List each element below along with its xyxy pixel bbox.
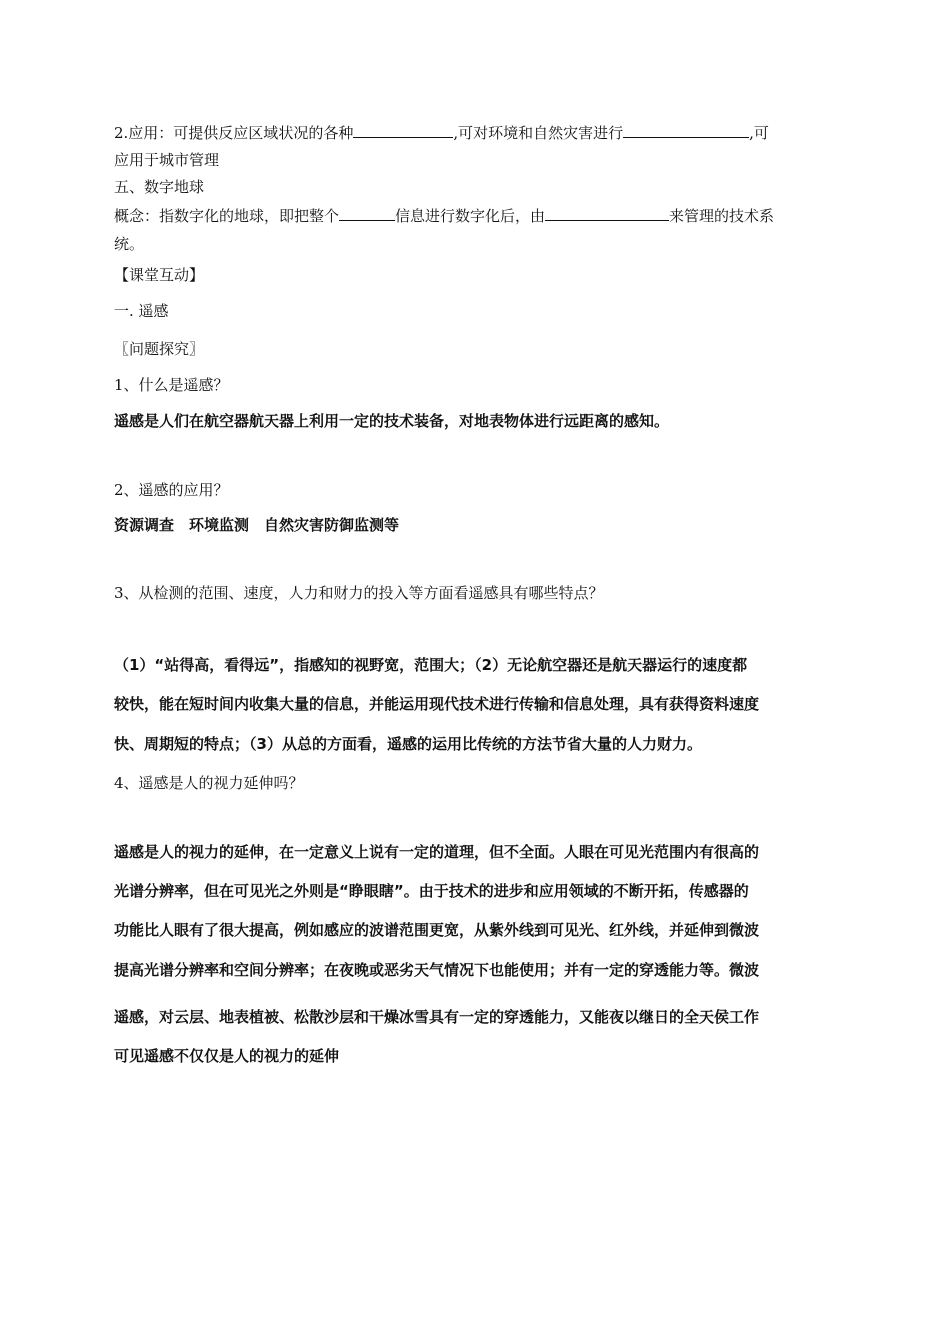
question-3: 3、从检测的范围、速度，人力和财力的投入等方面看遥感具有哪些特点？ (114, 584, 604, 602)
answer-1-line-1: 遥感是人们在航空器航天器上利用一定的技术装备，对地表物体进行远距离的感知。 (114, 412, 670, 430)
application-line (114, 123, 769, 143)
answer-3-line-1: （1）“站得高，看得远”，指感知的视野宽，范围大；（2）无论航空器还是航天器运行的速度都 (114, 656, 748, 674)
concept-blank-2[interactable] (545, 206, 669, 221)
application-line-2: 应用于城市管理 (114, 151, 220, 169)
answer-4-line-4: 提高光谱分辨率和空间分辨率；在夜晚或恶劣天气情况下也能使用；并有一定的穿透能力等。微波 (114, 961, 760, 979)
concept-mid: 信息进行数字化后，由 (395, 207, 546, 225)
concept-blank-1[interactable] (339, 206, 395, 221)
answer-3-line-2: 较快，能在短时间内收集大量的信息，并能运用现代技术进行传输和信息处理，具有获得资料速度 (114, 695, 760, 713)
answer-4-line-6: 可见遥感不仅仅是人的视力的延伸 (114, 1047, 340, 1065)
inquiry-heading: 〖问题探究〗 (114, 340, 205, 358)
application-blank-1[interactable] (353, 123, 453, 138)
concept-line (114, 206, 774, 226)
answer-4-line-2: 光谱分辨率，但在可见光之外则是“睁眼瞎”。由于技术的进步和应用领域的不断开拓，传感器的 (114, 882, 749, 900)
question-4: 4、遥感是人的视力延伸吗？ (114, 774, 304, 792)
answer-4-line-3: 功能比人眼有了很大提高，例如感应的波谱范围更宽，从紫外线到可见光、红外线，并延伸到微波 (114, 921, 760, 939)
application-suffix: ,可 (749, 124, 769, 142)
classroom-heading: 【课堂互动】 (114, 266, 205, 284)
application-blank-2[interactable] (623, 123, 749, 138)
question-2: 2、遥感的应用？ (114, 481, 229, 499)
answer-2-line-1: 资源调查 环境监测 自然灾害防御监测等 (114, 516, 400, 534)
answer-4-line-1: 遥感是人的视力的延伸，在一定意义上说有一定的道理，但不全面。人眼在可见光范围内有很高的 (114, 843, 760, 861)
answer-3-line-3: 快、周期短的特点；（3）从总的方面看，遥感的运用比传统的方法节省大量的人力财力。 (114, 735, 702, 753)
section-five-heading: 五、数字地球 (114, 178, 205, 196)
answer-4-line-5: 遥感，对云层、地表植被、松散沙层和干燥冰雪具有一定的穿透能力，又能夜以继日的全天侯工作 (114, 1008, 760, 1026)
concept-prefix: 概念：指数字化的地球，即把整个 (114, 207, 340, 225)
section-one-heading: 一. 遥感 (114, 302, 169, 320)
concept-suffix: 来管理的技术系 (669, 207, 775, 225)
application-mid: ,可对环境和自然灾害进行 (453, 124, 624, 142)
question-1: 1、什么是遥感？ (114, 376, 229, 394)
application-prefix: 2.应用：可提供反应区域状况的各种 (114, 124, 354, 142)
concept-line-2: 统。 (114, 235, 145, 253)
